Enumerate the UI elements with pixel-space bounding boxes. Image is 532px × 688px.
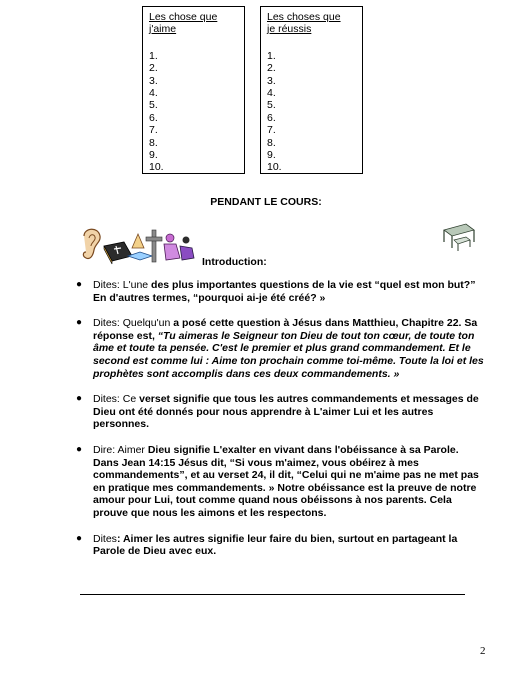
list-item: 7. xyxy=(267,124,276,137)
list-item: 8. xyxy=(267,136,276,149)
list-item: 2. xyxy=(149,62,158,75)
school-desk-icon xyxy=(440,220,476,252)
paragraph-text: “Tu aimeras le Seigneur ton Dieu de tout ton cœur, de toute ton âme et toute ta pensée. C'est le premier et plus grand commandement. Et le second est comme lui : Aime ton prochain comme toi-même. Toute la loi et les prophètes sont accomplis dans ces deux commandements. » xyxy=(93,329,484,380)
likes-list-box xyxy=(142,6,245,174)
paragraph-text: Dire: Aimer xyxy=(93,443,148,456)
likes-title-line2: j'aime xyxy=(149,23,177,36)
list-item: 10. xyxy=(267,161,282,174)
list-item: 1. xyxy=(267,49,276,62)
lesson-icons-strip xyxy=(80,226,196,268)
bible-icon xyxy=(104,242,132,264)
introduction-label: Introduction: xyxy=(202,256,267,268)
successes-list-title xyxy=(267,11,356,36)
paragraph-text: verset signifie que tous les autres commandements et messages de Dieu ont été donnés pour nous apprendre à L'aimer Lui et les autres personnes. xyxy=(93,393,479,431)
likes-list xyxy=(149,50,238,174)
paragraph-text: Dieu signifie L'exalter en vivant dans l'obéissance à sa Parole. Dans Jean 14:15 Jésus dit, “Si vous m'aimez, vous obéirez à mes commandements”, et au verset 24, il dit, “Celui qui ne m'aime pas ne met pas en pratique mes commandements. » Notre obéissance est la preuve de notre amour pour Lui, tout comme quand nous obéissons à nos parents. Cela prouve que nous les aimons et les respectons. xyxy=(93,443,479,519)
paragraph-text: Dites xyxy=(93,532,117,545)
ear-icon xyxy=(83,229,100,258)
paragraph-text: Dites: Ce xyxy=(93,393,140,406)
list-item xyxy=(76,393,485,431)
likes-list-title xyxy=(149,11,238,36)
successes-title-line1: Les choses que xyxy=(267,11,341,23)
lesson-paragraphs xyxy=(76,279,485,571)
list-item: 4. xyxy=(149,87,158,100)
bullet-icon: ● xyxy=(76,532,83,544)
list-item: 7. xyxy=(149,124,158,137)
bullet-icon: ● xyxy=(76,317,83,329)
paragraph-text: des plus importantes questions de la vie est “quel est mon but?” En d'autres termes, “pourquoi ai-je été créé? » xyxy=(93,279,476,304)
divider xyxy=(80,594,465,595)
list-item: 1. xyxy=(149,49,158,62)
people-icon xyxy=(164,234,194,260)
paragraph-text: a posé cette question à Jésus dans Matthieu, Chapitre 22. Sa réponse est, xyxy=(93,317,478,342)
page-number: 2 xyxy=(480,645,486,657)
paragraph-text: Dites: L'une xyxy=(93,279,152,291)
bullet-icon: ● xyxy=(76,393,83,405)
list-item xyxy=(76,279,485,304)
bullet-icon: ● xyxy=(76,279,83,290)
list-item: 6. xyxy=(149,111,158,124)
list-item: 5. xyxy=(149,99,158,112)
list-item xyxy=(76,443,485,520)
likes-title-line1: Les chose que xyxy=(149,11,218,23)
list-item xyxy=(76,532,485,558)
list-item: 3. xyxy=(267,74,276,87)
list-item: 10. xyxy=(149,161,164,174)
successes-list xyxy=(267,50,356,174)
successes-title-line2: je réussis xyxy=(267,23,312,36)
list-item: 9. xyxy=(267,149,276,162)
list-item xyxy=(76,317,485,380)
list-item: 2. xyxy=(267,62,276,75)
list-item: 3. xyxy=(149,74,158,87)
list-item: 8. xyxy=(149,136,158,149)
list-item: 4. xyxy=(267,87,276,100)
successes-list-box xyxy=(260,6,363,174)
paragraph-text: : Aimer les autres signifie leur faire du bien, surtout en partageant la Parole de Dieu avec eux. xyxy=(93,532,458,558)
section-heading: PENDANT LE COURS: xyxy=(210,196,322,208)
paragraph-text: Dites: Quelqu'un xyxy=(93,317,174,330)
bullet-icon: ● xyxy=(76,443,83,455)
list-item: 6. xyxy=(267,111,276,124)
list-item: 9. xyxy=(149,149,158,162)
list-item: 5. xyxy=(267,99,276,112)
